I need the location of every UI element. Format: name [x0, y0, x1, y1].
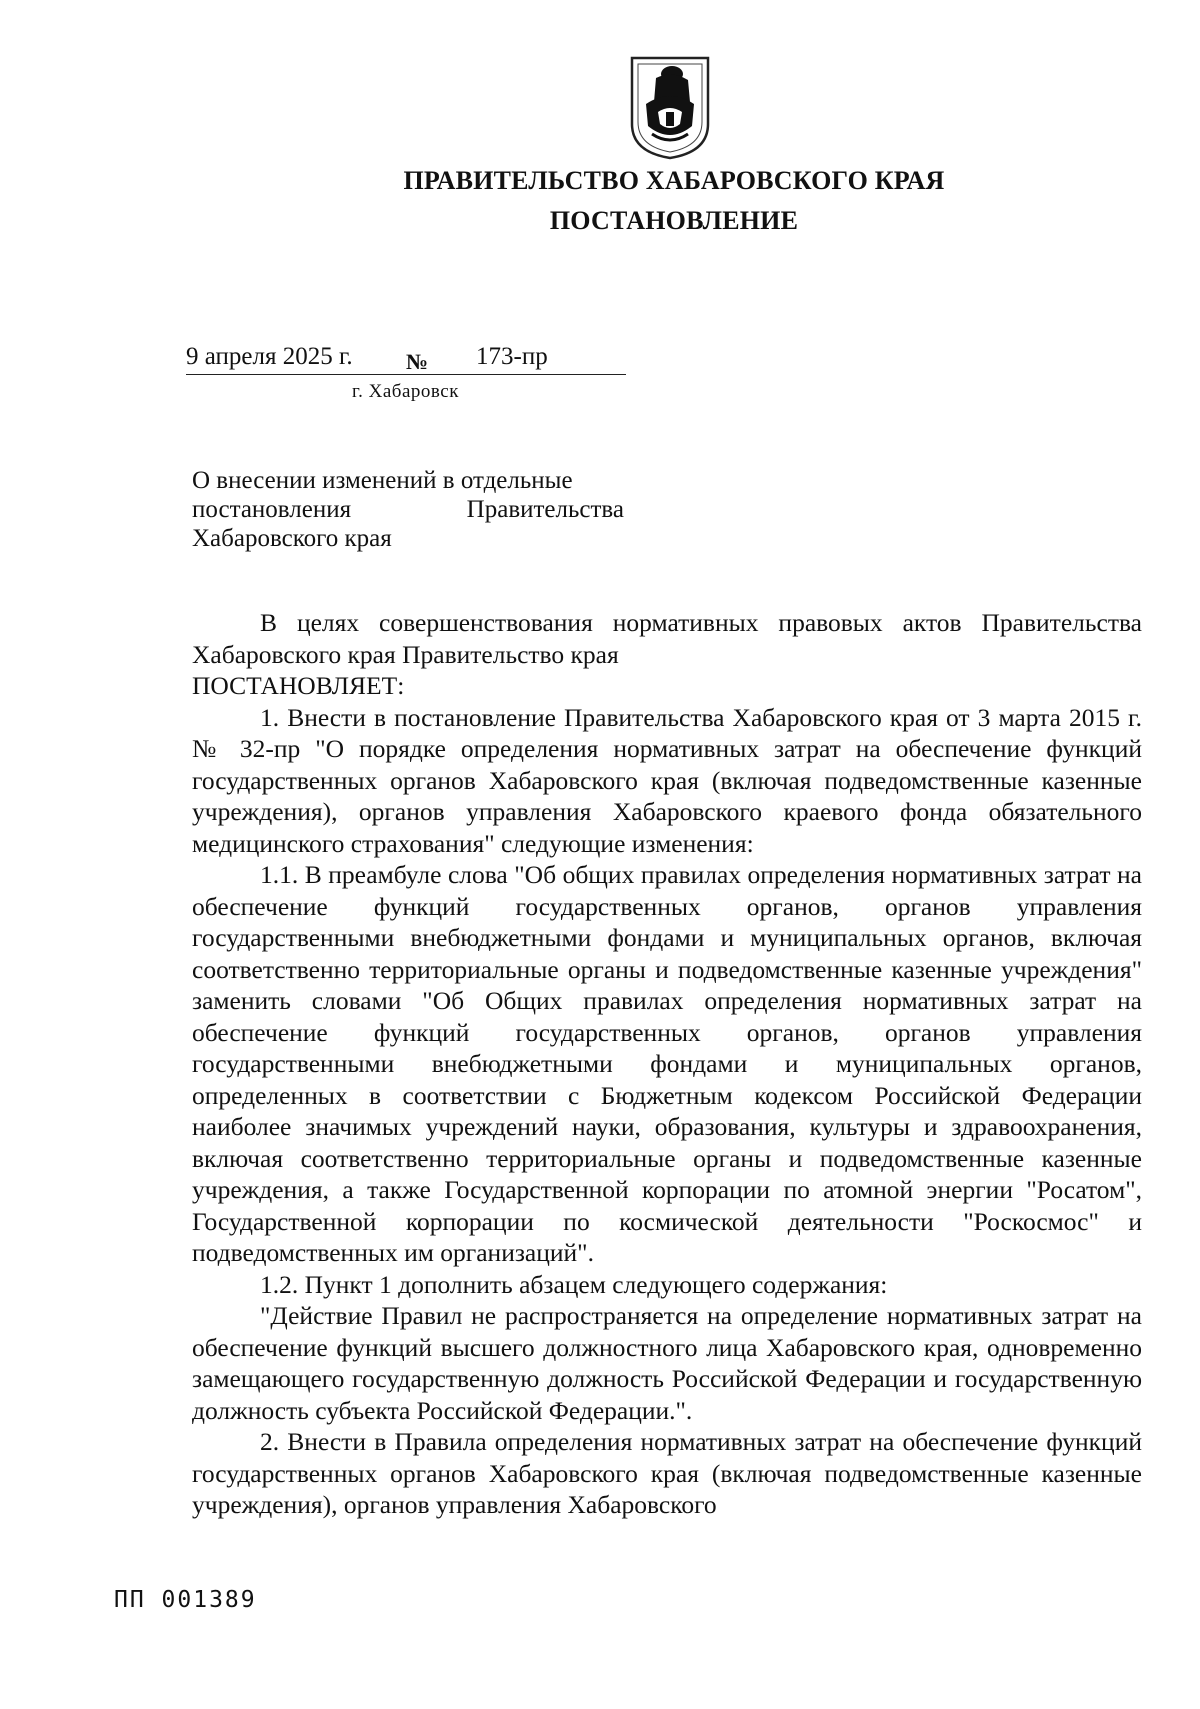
coat-of-arms-icon [628, 54, 712, 160]
document-type-title: ПОСТАНОВЛЕНИЕ [549, 206, 799, 235]
item-1-2-quote-paragraph: "Действие Правил не распространяется на определение нормативных затрат на обеспечение функций высшего должностного лица Хабаровского края, одновременно замещающего государственную должность Российской Федерации и государственную должность субъекта Российской Федерации.". [192, 1301, 1142, 1425]
document-city: г. Хабаровск [352, 381, 459, 402]
resolves-heading: ПОСТАНОВЛЯЕТ: [192, 671, 405, 700]
government-title: ПРАВИТЕЛЬСТВО ХАБАРОВСКОГО КРАЯ [403, 166, 945, 195]
date-underline [186, 374, 626, 375]
page-code: ПП 001389 [114, 1587, 257, 1613]
preamble-paragraph: В целях совершенствования нормативных правовых актов Правительства Хабаровского края Правительство края [192, 608, 1142, 669]
number-sign: № [406, 349, 429, 374]
item-2-paragraph: 2. Внести в Правила определения нормативных затрат на обеспечение функций государственных органов Хабаровского края (включая подведомственные казенные учреждения), органов управления Хабаровского [192, 1427, 1142, 1519]
subject-line: О внесении изменений в отдельные [192, 467, 573, 494]
item-1-1-paragraph: 1.1. В преамбуле слова "Об общих правилах определения нормативных затрат на обеспечение функций государственных органов, органов управления государственными внебюджетными фондами и муниципальных органов, включая соответственно территориальные органы и подведомственные казенные учреждения" заменить словами "Об Общих правилах определения нормативных затрат на обеспечение функций государственных органов, органов управления государственными внебюджетными фондами и муниципальных органов, определенных в соответствии с Бюджетным кодексом Российской Федерации наиболее значимых учреждений науки, образования, культуры и здравоохранения, включая соответственно территориальные органы и подведомственные казенные учреждения, а также Государственной корпорации по атомной энергии "Росатом", Государственной корпорации по космической деятельности "Роскосмос" и подведомственных им организаций". [192, 860, 1142, 1267]
document-subject [192, 466, 624, 553]
document-date: 9 апреля 2025 г. [186, 343, 353, 370]
item-1-2-paragraph: 1.2. Пункт 1 дополнить абзацем следующего содержания: [260, 1269, 888, 1299]
item-1-paragraph: 1. Внести в постановление Правительства Хабаровского края от 3 марта 2015 г. № 32-пр "О порядке определения нормативных затрат на обеспечение функций государственных органов Хабаровского края (включая подведомственные казенные учреждения), органов управления Хабаровского краевого фонда обязательного медицинского страхования" следующие изменения: [192, 702, 1142, 858]
document-number: 173-пр [476, 343, 548, 370]
document-body [192, 607, 1142, 1521]
subject-line: постановления Правительства [192, 496, 624, 523]
subject-line: Хабаровского края [192, 525, 392, 552]
